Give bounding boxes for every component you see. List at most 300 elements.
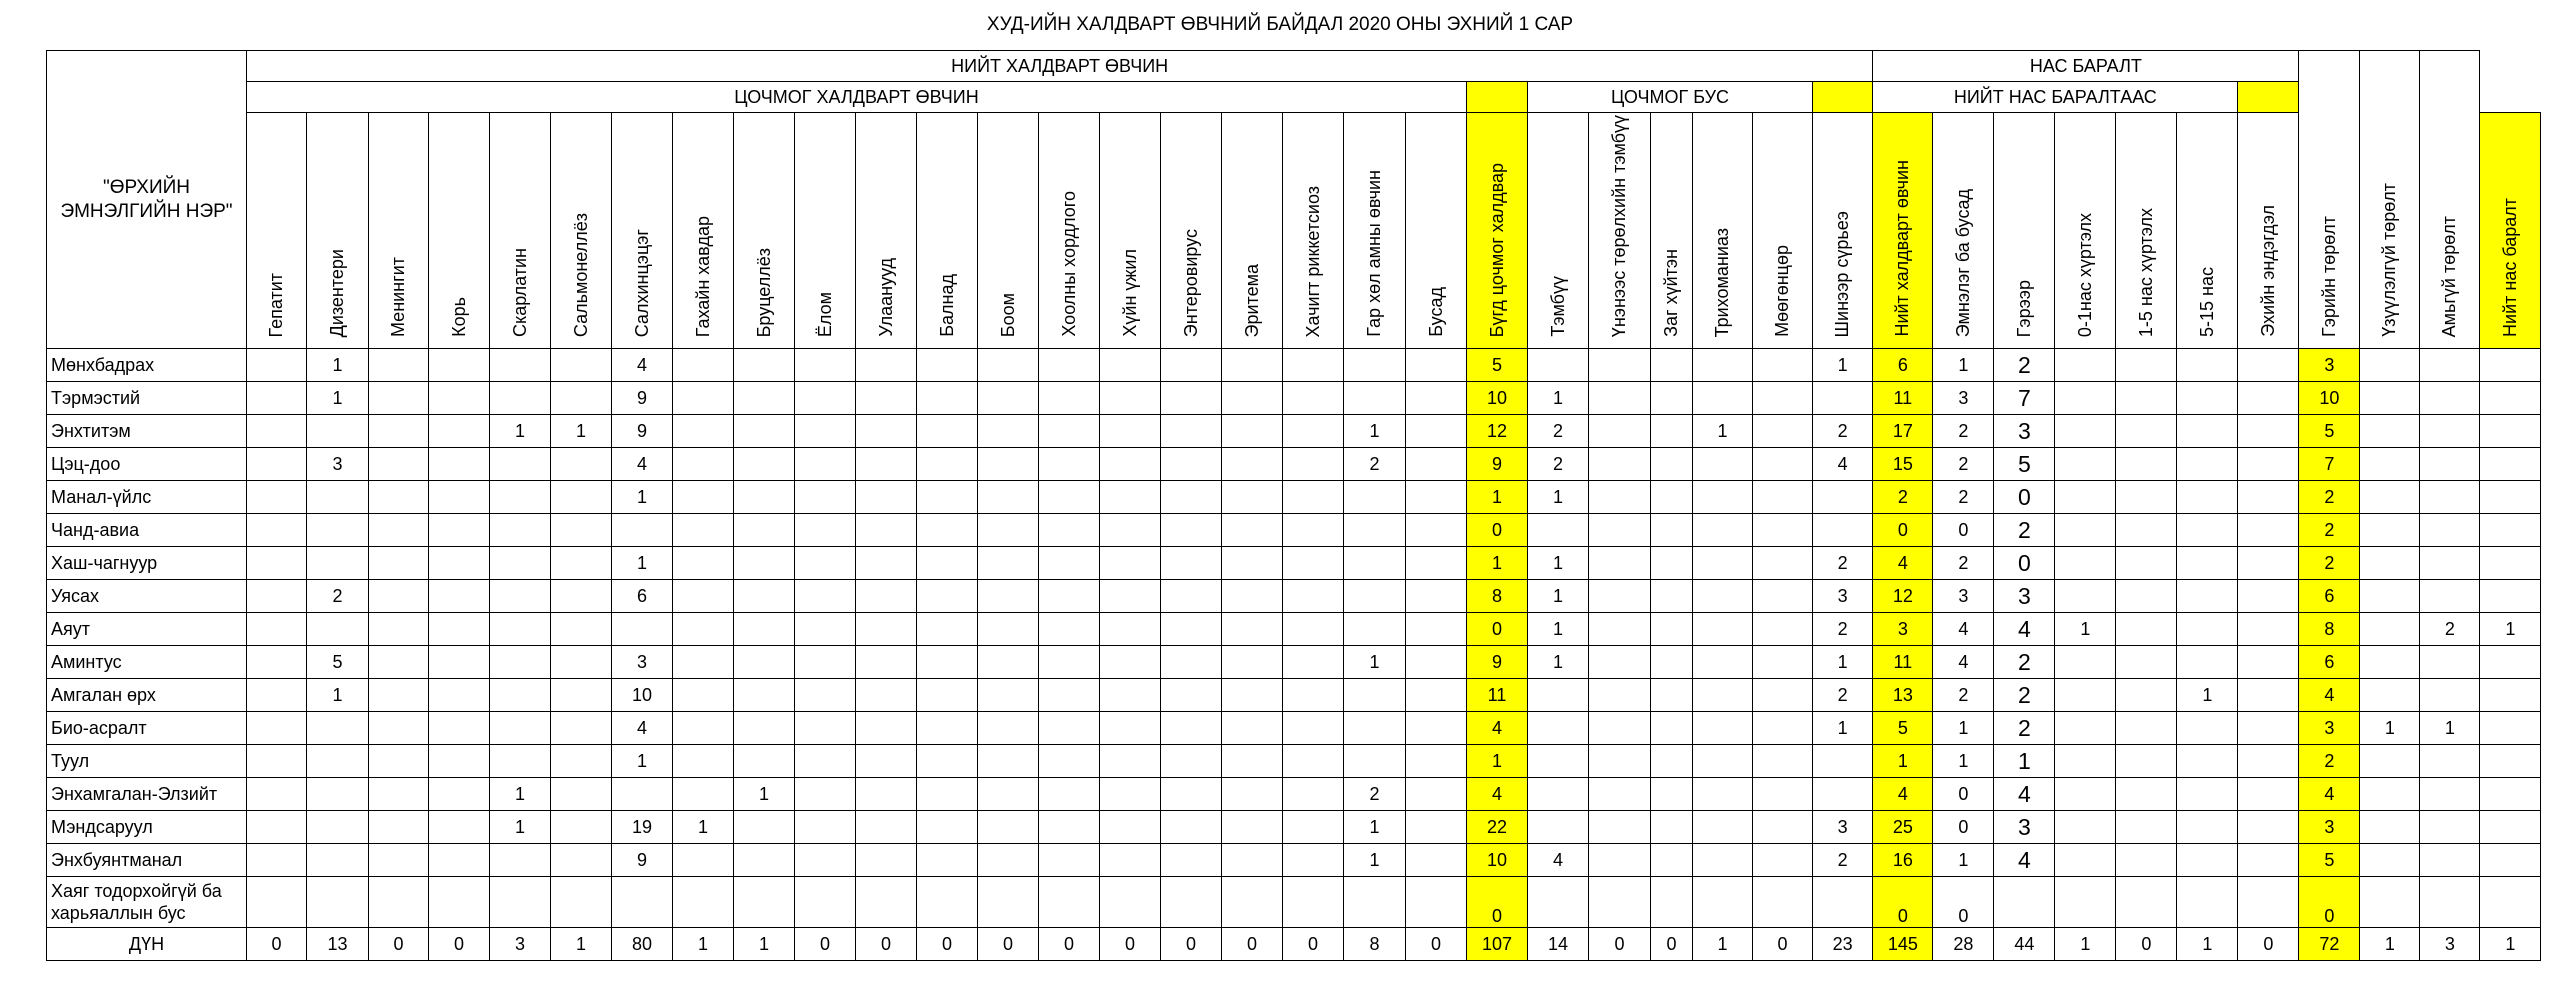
total-cell: 0 [429,928,490,961]
table-cell [1283,745,1344,778]
table-cell [1283,877,1344,928]
table-cell: 1 [2420,712,2480,745]
table-cell [2420,349,2480,382]
table-cell: 15 [1873,448,1933,481]
table-cell [1406,679,1467,712]
table-cell [1161,745,1222,778]
total-cell: 0 [369,928,429,961]
column-header: Эмнэлэг ба бусад [1933,113,1994,349]
table-cell [2177,811,2238,844]
table-cell [612,778,673,811]
table-cell [551,448,612,481]
table-cell [673,745,734,778]
table-cell [551,547,612,580]
table-cell [1693,811,1753,844]
table-cell [1753,712,1813,745]
table-cell [1813,745,1873,778]
total-cell: 1 [551,928,612,961]
table-cell [2480,811,2541,844]
row-name: Энхтитэм [47,415,247,448]
table-cell [1283,580,1344,613]
row-name: Аминтус [47,646,247,679]
table-cell [2055,745,2116,778]
table-cell: 2 [1933,415,1994,448]
table-cell [2420,580,2480,613]
table-cell [2360,613,2420,646]
table-cell [369,712,429,745]
table-cell [429,844,490,877]
table-cell [490,712,551,745]
table-cell: 1 [2055,613,2116,646]
table-cell [1161,415,1222,448]
table-row [47,877,2541,928]
table-row [47,580,2541,613]
table-cell [673,382,734,415]
table-cell: 10 [612,679,673,712]
col-header-unattended-birth: Үзүүлэлгүй төрөлт [2360,51,2420,349]
table-cell [1589,844,1651,877]
table-cell: 2 [1933,481,1994,514]
table-cell [1651,877,1693,928]
table-cell [1528,811,1589,844]
table-cell: 4 [1994,778,2055,811]
table-cell [1344,679,1406,712]
total-cell: 145 [1873,928,1933,961]
table-cell [1813,877,1873,928]
table-cell [1283,415,1344,448]
table-cell [1813,514,1873,547]
table-cell [1589,877,1651,928]
table-cell [1693,646,1753,679]
total-cell: 1 [2177,928,2238,961]
table-cell [917,382,978,415]
row-name: Мөнхбадрах [47,349,247,382]
table-cell [1344,877,1406,928]
table-cell: 2 [1933,547,1994,580]
table-cell [1651,448,1693,481]
table-cell [2480,514,2541,547]
table-cell: 4 [1467,712,1528,745]
table-cell [1344,712,1406,745]
table-cell [369,349,429,382]
row-name: Уясах [47,580,247,613]
table-cell [1222,778,1283,811]
table-row [47,613,2541,646]
row-name: Аяут [47,613,247,646]
table-cell: 1 [490,415,551,448]
table-cell [2238,745,2299,778]
row-name: Хаяг тодорхойгүй ба харьяаллын бус [47,877,247,928]
total-cell: 3 [2420,928,2480,961]
table-cell [1222,448,1283,481]
table-cell [2480,580,2541,613]
table-cell [2238,613,2299,646]
table-cell [734,481,795,514]
table-cell: 4 [1873,547,1933,580]
table-cell [795,712,856,745]
table-cell [1283,613,1344,646]
table-cell: 16 [1873,844,1933,877]
column-header: Мөөгөнцөр [1753,113,1813,349]
table-cell [247,481,307,514]
table-cell [2238,877,2299,928]
total-cell: 28 [1933,928,1994,961]
table-cell [917,415,978,448]
total-cell: 72 [2299,928,2360,961]
table-cell [551,778,612,811]
table-cell [2480,448,2541,481]
table-cell [1222,712,1283,745]
table-cell [247,580,307,613]
table-cell [551,580,612,613]
table-cell: 0 [1933,514,1994,547]
column-header: Сальмонеллёз [551,113,612,349]
table-cell: 0 [2299,877,2360,928]
table-cell: 0 [1467,877,1528,928]
table-cell [551,712,612,745]
table-cell [2177,514,2238,547]
table-cell [2420,745,2480,778]
table-cell [978,877,1039,928]
table-cell [1651,580,1693,613]
table-cell [2177,745,2238,778]
table-cell [1100,580,1161,613]
table-cell [1651,382,1693,415]
table-cell [1039,415,1100,448]
table-cell [856,778,917,811]
table-cell [917,646,978,679]
table-cell: 0 [1467,613,1528,646]
table-cell [307,712,369,745]
table-cell [2116,448,2177,481]
table-cell [795,547,856,580]
table-cell: 1 [734,778,795,811]
table-cell [2177,580,2238,613]
table-cell [429,547,490,580]
table-cell [2420,646,2480,679]
table-cell [1161,679,1222,712]
table-cell: 9 [1467,448,1528,481]
table-cell [2055,679,2116,712]
table-cell [978,646,1039,679]
table-cell [247,646,307,679]
table-cell: 12 [1467,415,1528,448]
table-cell [490,844,551,877]
total-cell: 0 [856,928,917,961]
table-cell [429,877,490,928]
table-cell [673,613,734,646]
table-cell [2116,382,2177,415]
column-header: Үнэнээс төрөлхийн тэмбүү [1589,113,1651,349]
table-cell [2360,646,2420,679]
table-cell [856,547,917,580]
table-cell [2055,646,2116,679]
total-cell: 1 [2480,928,2541,961]
table-cell [1753,448,1813,481]
table-cell [551,811,612,844]
table-cell [1406,844,1467,877]
table-cell [1528,679,1589,712]
table-cell [429,349,490,382]
column-header: Скарлатин [490,113,551,349]
row-name: Цэц-доо [47,448,247,481]
table-cell: 1 [1344,415,1406,448]
table-cell [1161,811,1222,844]
table-cell: 2 [1344,778,1406,811]
table-cell [1039,613,1100,646]
page-title: ХУД-ИЙН ХАЛДВАРТ ӨВЧНИЙ БАЙДАЛ 2020 ОНЫ ЭХНИЙ 1 САР [986,14,1574,35]
table-cell: 1 [612,745,673,778]
table-cell [856,349,917,382]
table-cell [490,547,551,580]
table-cell [1651,547,1693,580]
table-cell: 4 [2299,778,2360,811]
table-cell [1589,745,1651,778]
table-cell [2360,844,2420,877]
table-cell [369,679,429,712]
table-cell [978,580,1039,613]
table-cell: 4 [1994,613,2055,646]
table-cell: 4 [612,349,673,382]
table-cell [1222,811,1283,844]
table-cell [1693,514,1753,547]
table-cell: 4 [1933,646,1994,679]
table-cell [1039,712,1100,745]
table-cell [1693,547,1753,580]
table-cell [795,679,856,712]
table-cell [369,481,429,514]
table-cell [490,448,551,481]
table-cell [2238,811,2299,844]
table-cell [1222,745,1283,778]
total-cell: 0 [1406,928,1467,961]
table-cell [734,448,795,481]
table-cell: 1 [2480,613,2541,646]
table-cell [1222,877,1283,928]
total-cell: 14 [1528,928,1589,961]
table-cell [1039,646,1100,679]
death-total-spacer [2238,82,2299,113]
table-cell [917,580,978,613]
table-cell [1753,844,1813,877]
table-cell [247,679,307,712]
table-cell [1589,646,1651,679]
table-cell: 2 [2299,745,2360,778]
total-cell: 0 [2238,928,2299,961]
column-header: Нийт нас баралт [2480,113,2541,349]
table-cell [978,712,1039,745]
table-cell [490,877,551,928]
table-cell [2055,877,2116,928]
table-cell: 1 [1467,547,1528,580]
table-cell [1283,448,1344,481]
column-header: Салхинцэцэг [612,113,673,349]
table-cell [1039,778,1100,811]
table-cell [247,514,307,547]
table-cell: 2 [1813,679,1873,712]
table-cell [551,481,612,514]
table-cell: 1 [673,811,734,844]
table-cell: 1 [2177,679,2238,712]
table-cell [2480,844,2541,877]
table-cell [917,679,978,712]
table-cell [2238,415,2299,448]
total-cell: 0 [247,928,307,961]
table-cell [2055,349,2116,382]
table-cell [369,580,429,613]
table-cell [1589,382,1651,415]
table-cell [369,646,429,679]
table-cell [551,844,612,877]
infect-total-spacer [1813,82,1873,113]
table-cell [1651,679,1693,712]
table-cell: 2 [1994,679,2055,712]
table-cell: 0 [1933,778,1994,811]
table-cell [247,712,307,745]
table-cell: 1 [1813,712,1873,745]
table-cell [551,514,612,547]
table-cell [429,646,490,679]
table-cell [1406,514,1467,547]
table-cell [2238,547,2299,580]
table-cell [1344,481,1406,514]
table-cell [2177,349,2238,382]
table-cell [247,382,307,415]
total-cell: 0 [1651,928,1693,961]
table-cell [1753,778,1813,811]
table-cell [1222,415,1283,448]
total-cell: 0 [917,928,978,961]
table-cell [1344,580,1406,613]
table-cell: 10 [1467,844,1528,877]
table-cell [795,415,856,448]
table-cell: 0 [1933,877,1994,928]
table-cell [673,547,734,580]
table-cell [2238,382,2299,415]
table-cell: 8 [1467,580,1528,613]
table-cell [1344,349,1406,382]
table-cell: 7 [1994,382,2055,415]
table-cell [1100,712,1161,745]
table-cell: 5 [2299,844,2360,877]
table-cell [2055,844,2116,877]
table-cell [1161,481,1222,514]
table-cell [1344,514,1406,547]
table-cell [1528,514,1589,547]
total-cell: 8 [1344,928,1406,961]
table-row [47,778,2541,811]
table-cell [307,844,369,877]
table-cell [369,778,429,811]
table-cell [1753,547,1813,580]
table-cell [734,613,795,646]
table-cell [1100,448,1161,481]
table-cell [2116,877,2177,928]
table-cell: 9 [612,382,673,415]
table-cell [2055,778,2116,811]
table-cell: 0 [1994,481,2055,514]
table-cell: 3 [1994,811,2055,844]
table-cell [2238,514,2299,547]
table-cell [1039,448,1100,481]
table-cell [856,613,917,646]
table-cell [1222,514,1283,547]
table-cell [1589,514,1651,547]
table-cell [1100,844,1161,877]
column-header: Гахайн хавдар [673,113,734,349]
table-cell [1693,679,1753,712]
table-cell [734,514,795,547]
table-cell [2177,778,2238,811]
table-cell [369,844,429,877]
table-cell: 4 [1933,613,1994,646]
table-cell [1589,448,1651,481]
table-row [47,679,2541,712]
table-cell [2480,382,2541,415]
table-cell [1100,679,1161,712]
table-cell [551,877,612,928]
table-cell [795,811,856,844]
table-cell [978,745,1039,778]
table-cell [2420,514,2480,547]
table-cell [1161,778,1222,811]
table-cell [978,778,1039,811]
table-cell [369,514,429,547]
table-cell [247,778,307,811]
table-cell [1161,613,1222,646]
table-cell: 0 [1994,547,2055,580]
table-cell [2177,382,2238,415]
table-cell [2238,481,2299,514]
table-cell [795,481,856,514]
table-cell [490,745,551,778]
table-cell [2420,844,2480,877]
table-cell [490,514,551,547]
column-header: Гэрээр [1994,113,2055,349]
table-cell [734,712,795,745]
table-cell [307,547,369,580]
table-cell [1039,877,1100,928]
table-cell [917,778,978,811]
table-cell [673,514,734,547]
table-cell [2177,712,2238,745]
table-cell [1651,778,1693,811]
table-cell [1693,580,1753,613]
table-cell [795,745,856,778]
table-cell [1344,547,1406,580]
table-cell [2116,844,2177,877]
table-cell: 4 [2299,679,2360,712]
total-cell: 23 [1813,928,1873,961]
table-cell [1161,547,1222,580]
table-cell: 3 [2299,349,2360,382]
table-row [47,745,2541,778]
table-cell [1589,481,1651,514]
table-cell [734,811,795,844]
table-cell [1283,778,1344,811]
table-cell [1651,349,1693,382]
table-cell [429,415,490,448]
table-cell: 19 [612,811,673,844]
table-cell [1753,514,1813,547]
group-deaths-header: НАС БАРАЛТ [1873,51,2299,82]
table-cell [1589,778,1651,811]
table-cell [1100,481,1161,514]
column-header: Энтеровирус [1161,113,1222,349]
column-header: Шинээр сүрьеэ [1813,113,1873,349]
table-cell: 1 [1528,646,1589,679]
table-cell [1693,481,1753,514]
